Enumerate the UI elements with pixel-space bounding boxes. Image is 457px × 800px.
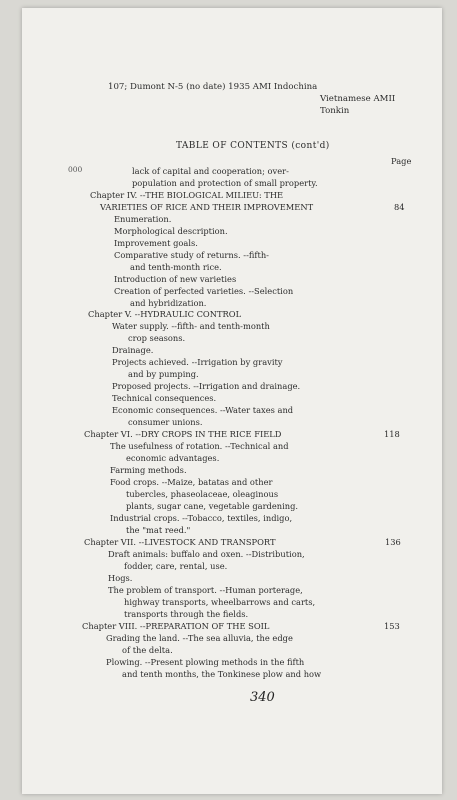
toc-chapter-heading: VARIETIES OF RICE AND THEIR IMPROVEMENT bbox=[100, 202, 314, 212]
toc-entry: Enumeration. bbox=[114, 214, 172, 224]
toc-entry: crop seasons. bbox=[128, 333, 186, 343]
toc-entry: The problem of transport. --Human porterage, bbox=[108, 585, 303, 595]
toc-entry: consumer unions. bbox=[128, 417, 203, 427]
header-line-3: Tonkin bbox=[320, 106, 350, 116]
toc-page-number: 153 bbox=[384, 621, 400, 631]
document-page bbox=[22, 8, 442, 794]
toc-entry: Water supply. --fifth- and tenth-month bbox=[112, 321, 270, 331]
toc-chapter-heading: Chapter IV. --THE BIOLOGICAL MILIEU: THE bbox=[90, 190, 284, 200]
toc-entry: Food crops. --Maize, batatas and other bbox=[110, 477, 273, 487]
toc-entry: Proposed projects. --Irrigation and drainage. bbox=[112, 381, 301, 391]
toc-entry: Farming methods. bbox=[110, 465, 187, 475]
toc-entry: and tenth-month rice. bbox=[130, 262, 222, 272]
toc-entry: Drainage. bbox=[112, 345, 154, 355]
toc-entry: Technical consequences. bbox=[112, 393, 217, 403]
toc-entry: and by pumping. bbox=[128, 369, 199, 379]
toc-entry: Draft animals: buffalo and oxen. --Distribution, bbox=[108, 549, 305, 559]
toc-entry: economic advantages. bbox=[126, 453, 220, 463]
toc-entry: Morphological description. bbox=[114, 226, 228, 236]
toc-entry: Introduction of new varieties bbox=[114, 274, 237, 284]
toc-entry: lack of capital and cooperation; over- bbox=[132, 166, 289, 176]
toc-page-number: 136 bbox=[385, 537, 401, 547]
toc-entry: highway transports, wheelbarrows and carts, bbox=[124, 597, 316, 607]
header-line-2: Vietnamese AMII bbox=[320, 94, 396, 104]
toc-entry: Comparative study of returns. --fifth- bbox=[114, 250, 269, 260]
toc-entry: of the delta. bbox=[122, 645, 173, 655]
toc-entry: transports through the fields. bbox=[124, 609, 249, 619]
margin-mark: 000 bbox=[68, 165, 83, 174]
toc-entry: the "mat reed." bbox=[126, 525, 191, 535]
toc-page-number: 84 bbox=[394, 202, 405, 212]
toc-entry: Grading the land. --The sea alluvia, the edge bbox=[106, 633, 293, 643]
toc-chapter-heading: Chapter VII. --LIVESTOCK AND TRANSPORT bbox=[84, 537, 276, 547]
document-title: TABLE OF CONTENTS (cont'd) bbox=[176, 141, 330, 151]
toc-entry: Economic consequences. --Water taxes and bbox=[112, 405, 294, 415]
toc-entry: fodder, care, rental, use. bbox=[124, 561, 228, 571]
toc-entry: Industrial crops. --Tobacco, textiles, indigo, bbox=[110, 513, 293, 523]
toc-entry: and tenth months, the Tonkinese plow and how bbox=[122, 669, 322, 679]
toc-entry: Creation of perfected varieties. --Selection bbox=[114, 286, 294, 296]
toc-chapter-heading: Chapter V. --HYDRAULIC CONTROL bbox=[88, 309, 242, 319]
header-line-1: 107; Dumont N-5 (no date) 1935 AMI Indochina bbox=[108, 82, 318, 92]
toc-entry: The usefulness of rotation. --Technical and bbox=[110, 441, 289, 451]
toc-entry: Plowing. --Present plowing methods in the fifth bbox=[106, 657, 305, 667]
page-column-label: Page bbox=[391, 156, 412, 166]
toc-chapter-heading: Chapter VI. --DRY CROPS IN THE RICE FIELD bbox=[84, 429, 282, 439]
toc-entry: and hybridization. bbox=[130, 298, 207, 308]
toc-entry: population and protection of small property. bbox=[132, 178, 318, 188]
toc-entry: Hogs. bbox=[108, 573, 133, 583]
handwritten-page-number: 340 bbox=[250, 690, 275, 705]
toc-page-number: 118 bbox=[384, 429, 400, 439]
toc-entry: Projects achieved. --Irrigation by gravity bbox=[112, 357, 283, 367]
toc-entry: Improvement goals. bbox=[114, 238, 198, 248]
toc-chapter-heading: Chapter VIII. --PREPARATION OF THE SOIL bbox=[82, 621, 270, 631]
toc-entry: plants, sugar cane, vegetable gardening. bbox=[126, 501, 299, 511]
toc-entry: tubercles, phaseolaceae, oleaginous bbox=[126, 489, 279, 499]
